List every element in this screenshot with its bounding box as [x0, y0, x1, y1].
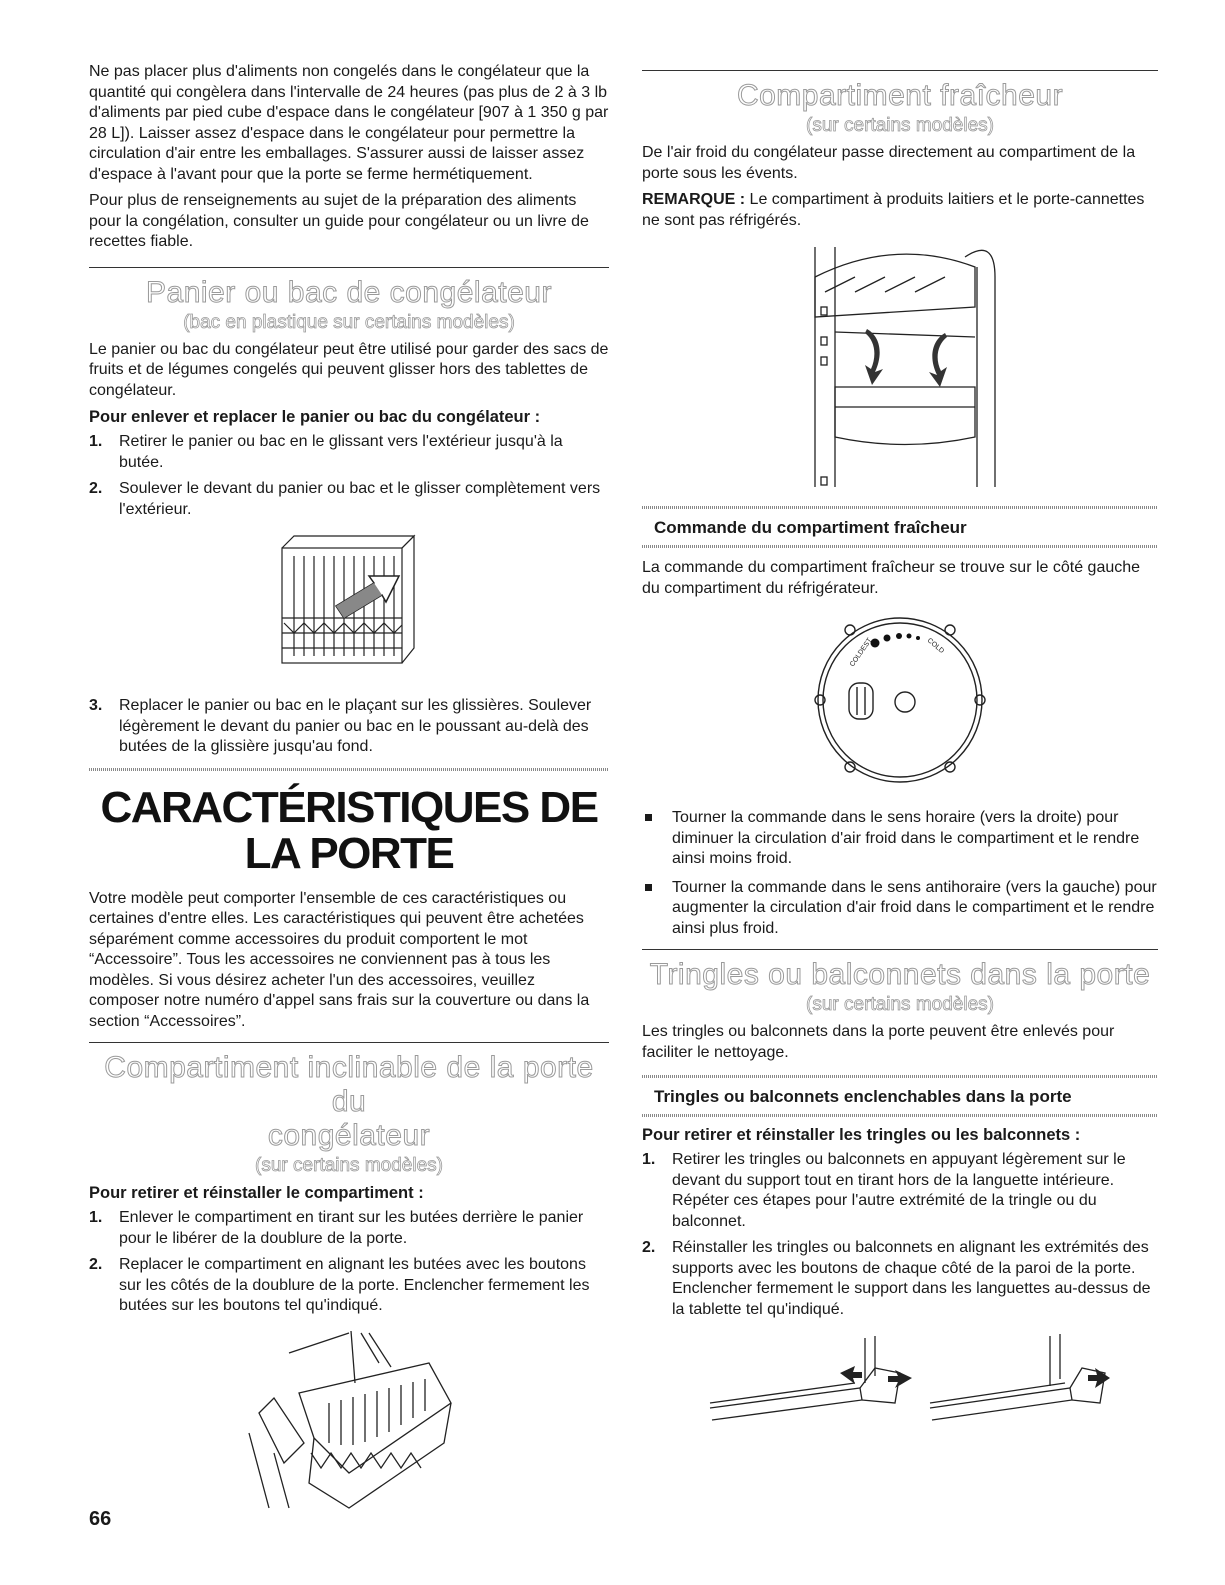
- dotted-divider: [642, 506, 1158, 509]
- left-column: [89, 62, 609, 1513]
- list-item: 1. Enlever le compartiment en tirant sur les butées derrière le panier pour le libérer de la doublure de la porte.: [89, 1209, 584, 1247]
- tilt-bin-illustration: [229, 1323, 469, 1513]
- section-divider: [642, 70, 1158, 71]
- dial-cold-label: COLD: [925, 637, 946, 656]
- basket-intro: Le panier ou bac du congélateur peut être utilisé pour garder des sacs de fruits et de légumes congelés qui peuvent glisser hors des tablettes de congélateur.: [89, 340, 609, 399]
- fresh-compartment-note: REMARQUE : Le compartiment à produits laitiers et le porte-cannettes ne sont pas réfrigérés.: [642, 191, 1145, 229]
- fresh-control-paragraph: La commande du compartiment fraîcheur se trouve sur le côté gauche du compartiment du réfrigérateur.: [642, 559, 1141, 597]
- rails-steps: [642, 1150, 1158, 1320]
- list-item: 1. Retirer les tringles ou balconnets en appuyant légèrement sur le devant du support tout en tirant hors de la languette intérieure. Répéter ces étapes pour l'autre extrémité de la tringle ou du balconnet.: [642, 1151, 1126, 1230]
- door-features-intro: Votre modèle peut comporter l'ensemble de ces caractéristiques ou certaines d'entre elles. Les caractéristiques qui peuvent être achetées séparément comme accessoires du produit comportent le mot “Accessoire”. Tous les accessoires ne conviennent pas à tous les modèles. Si vous désirez acheter l'un des accessoires, veuillez composer notre numéro d'appel sans frais sur la couverture ou dans la section “Accessoires”.: [89, 889, 590, 1030]
- fresh-compartment-illustration: [795, 237, 1005, 492]
- basket-section-subtitle: (bac en plastique sur certains modèles): [183, 311, 515, 333]
- door-features-title: CARACTÉRISTIQUES DE LA PORTE: [100, 782, 598, 878]
- basket-instructions-heading: Pour enlever et replacer le panier ou bac du congélateur :: [89, 408, 541, 426]
- list-item: Tourner la commande dans le sens horaire (vers la droite) pour diminuer la circulation d'air froid dans le compartiment et le rendre ainsi moins froid.: [642, 808, 1158, 870]
- basket-steps: [89, 432, 609, 520]
- freezer-basket-illustration: [274, 528, 424, 678]
- dotted-divider: [89, 768, 609, 771]
- freezer-loading-paragraph: Ne pas placer plus d'aliments non congelés dans le congélateur que la quantité qui congèlera dans l'intervalle de 24 heures (pas plus de 2 à 3 lb d'aliments par pied cube d'espace dans le congélateur [907 à 1 350 g par 28 L]). Laisser assez d'espace dans le congélateur pour permettre la circulation d'air entre les emballages. S'assurer aussi de laisser assez d'espace à l'avant pour que la porte se ferme hermétiquement.: [89, 63, 609, 183]
- basket-section-title: Panier ou bac de congélateur: [146, 275, 552, 309]
- list-item: 2. Replacer le compartiment en alignant les butées avec les boutons sur les côtés de la doublure de la porte. Enclencher fermement les butées sur les boutons tel qu'indiqué.: [89, 1256, 590, 1314]
- basket-step-3: [89, 696, 609, 758]
- list-item: 3. Replacer le panier ou bac en le plaçant sur les glissières. Soulever légèrement le devant du panier ou bac en le poussant au-delà des butées de la glissière jusqu'au fond.: [89, 697, 592, 755]
- tilt-bin-steps: [89, 1208, 609, 1317]
- door-rails-title: Tringles ou balconnets dans la porte: [649, 958, 1151, 991]
- list-item: Tourner la commande dans le sens antihoraire (vers la gauche) pour augmenter la circulation d'air froid dans le compartiment et le rendre ainsi plus froid.: [642, 878, 1158, 940]
- page-number: 66: [89, 1508, 112, 1530]
- snap-in-rails-heading: Tringles ou balconnets enclenchables dans la porte: [654, 1087, 1072, 1106]
- section-divider: [89, 1042, 609, 1043]
- fresh-control-bullets: [642, 808, 1158, 939]
- section-divider: [642, 949, 1158, 950]
- freezer-prep-paragraph: Pour plus de renseignements au sujet de la préparation des aliments pour la congélation, consulter un guide pour congélateur ou un livre de recettes fiable.: [89, 192, 589, 250]
- dial-colder-label: COLDEST: [848, 637, 874, 669]
- door-rails-illustration: [690, 1328, 1110, 1423]
- tilt-bin-instructions-heading: Pour retirer et réinstaller le compartiment :: [89, 1184, 424, 1202]
- dotted-divider: [642, 545, 1158, 548]
- fresh-compartment-subtitle: (sur certains modèles): [806, 115, 994, 136]
- door-rails-paragraph: Les tringles ou balconnets dans la porte peuvent être enlevés pour faciliter le nettoyage.: [642, 1023, 1115, 1061]
- door-rails-subtitle: (sur certains modèles): [806, 994, 994, 1015]
- list-item: 2. Réinstaller les tringles ou balconnets en alignant les extrémités des supports avec les boutons de chaque côté de la paroi de la porte. Enclencher fermement le support dans les languettes au-dessus de la tablette tel qu'indiqué.: [642, 1239, 1151, 1318]
- tilt-bin-title: Compartiment inclinable de la porte du congélateur: [104, 1051, 594, 1152]
- fresh-compartment-paragraph: De l'air froid du congélateur passe directement au compartiment de la porte sous les évents.: [642, 144, 1136, 182]
- list-item: 1. Retirer le panier ou bac en le glissant vers l'extérieur jusqu'à la butée.: [89, 433, 563, 471]
- section-divider: [89, 267, 609, 268]
- dotted-divider: [642, 1075, 1158, 1078]
- fresh-control-heading: Commande du compartiment fraîcheur: [654, 518, 967, 537]
- right-column: [642, 62, 1158, 1423]
- list-item: 2. Soulever le devant du panier ou bac et le glisser complètement vers l'extérieur.: [89, 480, 601, 518]
- rails-instructions-heading: Pour retirer et réinstaller les tringles ou les balconnets :: [642, 1126, 1081, 1144]
- dotted-divider: [642, 1114, 1158, 1117]
- fresh-compartment-title: Compartiment fraîcheur: [736, 79, 1064, 112]
- tilt-bin-subtitle: (sur certains modèles): [255, 1155, 443, 1176]
- fresh-control-dial-illustration: [805, 605, 995, 790]
